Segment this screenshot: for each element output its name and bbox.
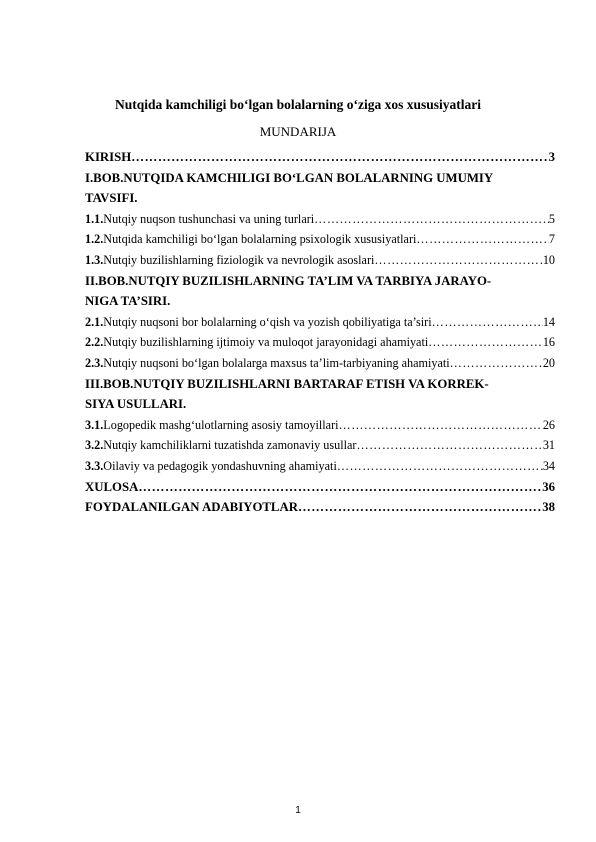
toc-page-number: 26 [542, 417, 555, 432]
toc-heading: MUNDARIJA [259, 124, 337, 139]
toc-entry-kirish[interactable] [85, 147, 555, 168]
toc-page-number: 7 [548, 232, 555, 247]
toc-chapter-3-line1[interactable] [85, 374, 555, 395]
toc-chapter-title: TAVSIFI. [85, 191, 138, 206]
toc-page-number: 34 [542, 458, 555, 473]
toc-section-number: 3.3. [85, 458, 104, 473]
toc-label: Oilaviy va pedagogik yondashuvning ahamiyati [103, 458, 337, 473]
toc-entry-3-2[interactable] [85, 435, 555, 456]
toc-chapter-2-line1[interactable] [85, 271, 555, 292]
toc-label: Nutqiy buzilishlarning ijtimoiy va muloqot jarayonidagi ahamiyati [103, 335, 429, 350]
toc-label: Nutqiy buzilishlarning fiziologik va nevrologik asoslari [103, 252, 375, 267]
toc-leader-dots [374, 250, 542, 271]
toc-chapter-title: SIYA USULLARI. [85, 397, 187, 412]
toc-page-number: 16 [542, 335, 555, 350]
toc-page-number: 10 [542, 252, 555, 267]
toc-page-number: 31 [542, 438, 555, 453]
toc-chapter-title: NIGA TA’SIRI. [85, 294, 171, 309]
toc-chapter-title: II.BOB.NUTQIY BUZILISHLARNING TA’LIM VA TARBIYA JARAYO- [85, 273, 492, 288]
toc-entry-adabiyotlar[interactable] [85, 497, 555, 518]
toc-leader-dots [131, 147, 548, 168]
toc-entry-1-2[interactable] [85, 229, 555, 250]
toc-leader-dots [450, 353, 543, 374]
toc-entry-xulosa[interactable] [85, 477, 555, 498]
toc-section-number: 2.2. [85, 335, 104, 350]
table-of-contents [85, 147, 555, 518]
toc-page-number: 36 [542, 479, 555, 494]
toc-page-number: 20 [542, 355, 555, 370]
toc-label: KIRISH [85, 150, 132, 164]
toc-chapter-1-line1[interactable] [85, 168, 555, 189]
toc-label: Nutqiy nuqsoni bor bolalarning o‘qish va yozish qobiliyatiga ta’siri [103, 314, 432, 329]
toc-page-number: 5 [548, 211, 555, 226]
toc-leader-dots [138, 477, 542, 498]
toc-chapter-title: III.BOB.NUTQIY BUZILISHLARNI BARTARAF ETISH VA KORREK- [85, 376, 489, 391]
toc-entry-3-1[interactable] [85, 415, 555, 436]
toc-label: FOYDALANILGAN ADABIYOTLAR [85, 500, 298, 515]
toc-label: Nutqiy kamchiliklarni tuzatishda zamonaviy usullar [103, 438, 357, 453]
toc-section-number: 3.2. [85, 438, 104, 453]
toc-label: Nutqiy nuqsoni bo‘lgan bolalarga maxsus ta’lim-tarbiyaning ahamiyati [103, 355, 450, 370]
toc-label: Logopedik mashg‘ulotlarning asosiy tamoyillari [103, 417, 339, 432]
toc-section-number: 2.1. [85, 314, 104, 329]
toc-chapter-2-line2[interactable] [85, 291, 555, 312]
toc-leader-dots [339, 415, 543, 436]
toc-section-number: 2.3. [85, 355, 104, 370]
toc-entry-1-1[interactable] [85, 209, 555, 230]
toc-section-number: 1.2. [85, 232, 104, 247]
toc-page-number: 38 [542, 500, 555, 515]
toc-label: XULOSA [85, 479, 139, 494]
toc-leader-dots [416, 229, 549, 250]
toc-leader-dots [356, 435, 542, 456]
toc-leader-dots [314, 209, 549, 230]
toc-label: Nutqida kamchiligi bo‘lgan bolalarning psixologik xususiyatlari [103, 232, 417, 247]
document-title: Nutqida kamchiligi bo‘lgan bolalarning o‘ziga xos xususiyatlari [114, 97, 482, 112]
page-number: 1 [295, 805, 301, 816]
toc-entry-3-3[interactable] [85, 456, 555, 477]
toc-section-number: 3.1. [85, 417, 104, 432]
toc-section-number: 1.1. [85, 211, 104, 226]
toc-page-number: 3 [548, 150, 555, 164]
toc-leader-dots [298, 497, 542, 518]
toc-leader-dots [432, 312, 543, 333]
toc-chapter-title: I.BOB.NUTQIDA KAMCHILIGI BO‘LGAN BOLALARNING UMUMIY [85, 170, 494, 185]
toc-entry-1-3[interactable] [85, 250, 555, 271]
toc-page-number: 14 [542, 314, 555, 329]
toc-entry-2-3[interactable] [85, 353, 555, 374]
toc-label: Nutqiy nuqson tushunchasi va uning turlari [103, 211, 315, 226]
toc-chapter-3-line2[interactable] [85, 394, 555, 415]
toc-entry-2-1[interactable] [85, 312, 555, 333]
toc-leader-dots [337, 456, 543, 477]
toc-leader-dots [428, 332, 543, 353]
toc-chapter-1-line2[interactable] [85, 188, 555, 209]
toc-entry-2-2[interactable] [85, 332, 555, 353]
toc-section-number: 1.3. [85, 252, 104, 267]
